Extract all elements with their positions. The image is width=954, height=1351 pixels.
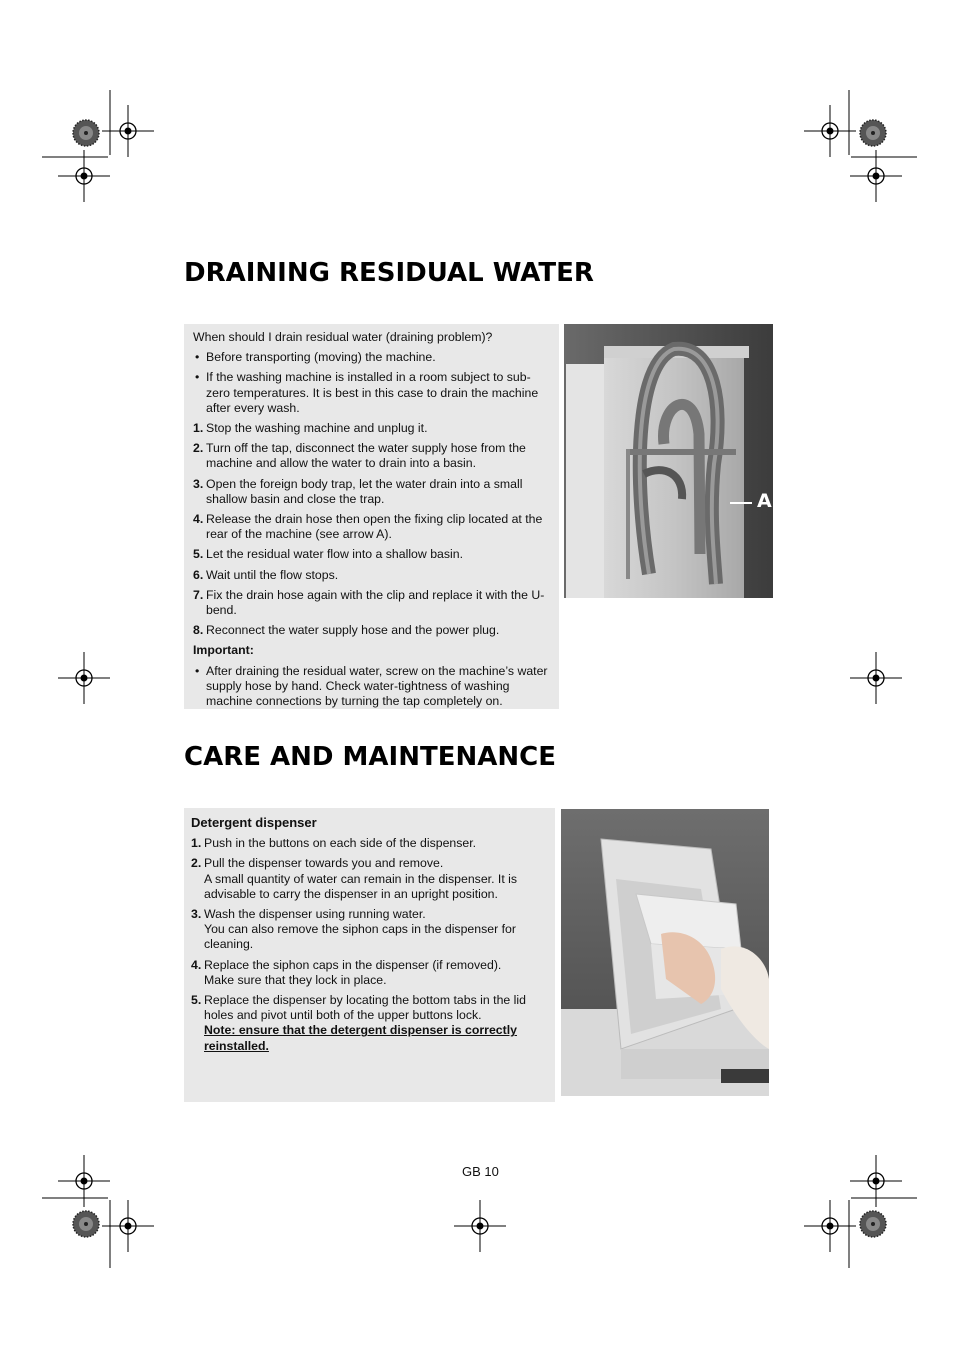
dispenser-photo — [561, 809, 769, 1096]
arrow-a-line — [730, 502, 752, 504]
detergent-dispenser-box — [184, 808, 555, 1102]
dispenser-illustration — [561, 809, 769, 1096]
step-item: 3. Wash the dispenser using running water. You can also remove the siphon caps in the dispenser for cleaning. — [191, 907, 516, 952]
draining-question: When should I drain residual water (draining problem)? — [193, 330, 493, 344]
arrow-a-label: A — [757, 490, 772, 512]
bullet-item: • Before transporting (moving) the machine. — [193, 350, 551, 365]
detergent-dispenser-subtitle: Detergent dispenser — [191, 815, 317, 830]
step-item: 2. Pull the dispenser towards you and remove. A small quantity of water can remain in the dispenser. It is advisable to carry the dispenser in an upright position. — [191, 856, 518, 901]
step-item: 3. Open the foreign body trap, let the water drain into a small shallow basin and close the trap. — [193, 476, 523, 506]
reinstall-note: Note: ensure that the detergent dispenser is correctly reinstalled. — [204, 1023, 517, 1053]
step-item: 4. Replace the siphon caps in the dispenser (if removed). Make sure that they lock in place. — [191, 957, 502, 987]
step-item: 8. Reconnect the water supply hose and the power plug. — [193, 623, 500, 638]
section-title-care: CARE AND MAINTENANCE — [184, 742, 556, 772]
important-bullet: • After draining the residual water, screw on the machine’s water supply hose by hand. Check water-tightness of washing machine connections by turning the tap completely on. — [193, 664, 551, 710]
step-item: 1. Push in the buttons on each side of the dispenser. — [191, 836, 477, 851]
step-item: 1. Stop the washing machine and unplug it. — [193, 421, 428, 436]
step-item: 7. Fix the drain hose again with the clip and replace it with the U-bend. — [193, 587, 545, 618]
step-item: 6. Wait until the flow stops. — [193, 567, 339, 582]
step-item: 2. Turn off the tap, disconnect the water supply hose from the machine and allow the water to drain into a basin. — [193, 441, 526, 471]
step-item: 5. Let the residual water flow into a shallow basin. — [193, 547, 464, 562]
important-label: Important: — [193, 643, 254, 658]
section-title-draining: DRAINING RESIDUAL WATER — [184, 258, 594, 288]
page-number: GB 10 — [462, 1164, 499, 1179]
step-item: 4. Release the drain hose then open the fixing clip located at the rear of the machine (see arrow A). — [193, 512, 543, 542]
machine-rear-photo — [564, 324, 773, 598]
bullet-item: • If the washing machine is installed in a room subject to sub-zero temperatures. It is best in this case to drain the machine after every wash. — [193, 370, 551, 416]
step-item: 5. Replace the dispenser by locating the bottom tabs in the lid holes and pivot until both of the upper buttons lock. Note: ensure that the detergent dispenser is correctly reinstalled. — [191, 993, 547, 1054]
draining-instructions-box — [184, 324, 559, 709]
machine-rear-illustration — [564, 324, 773, 598]
